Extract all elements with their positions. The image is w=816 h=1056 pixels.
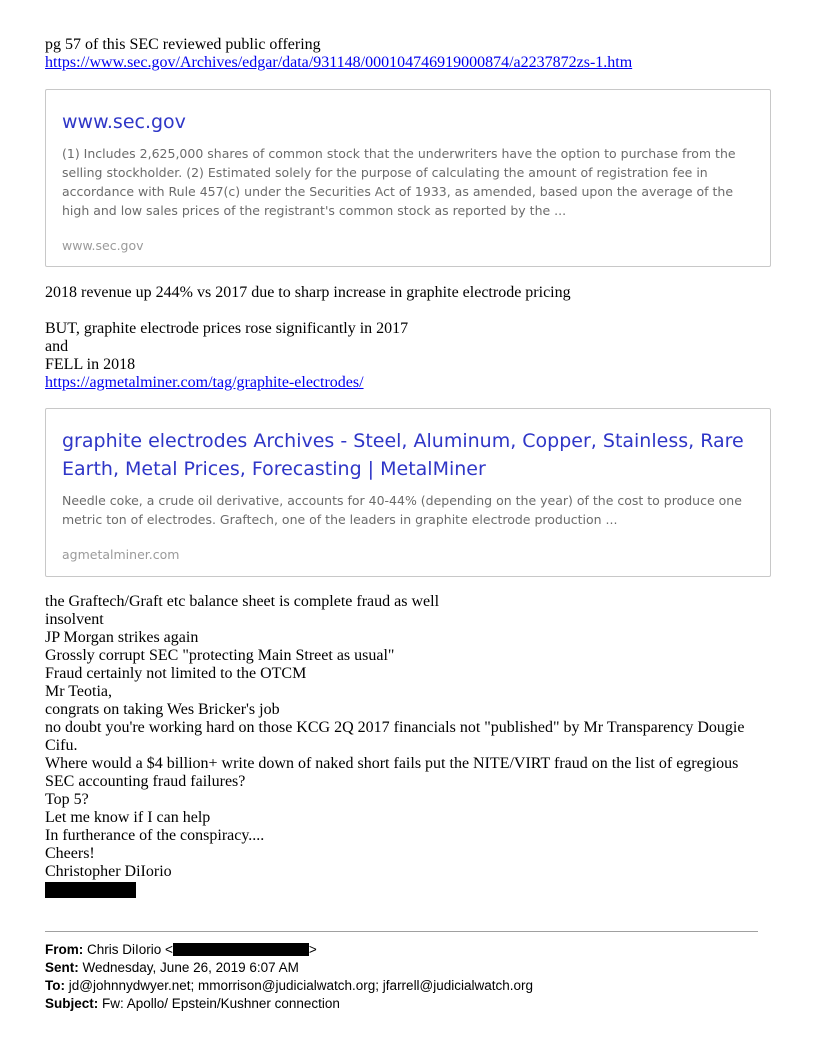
- card-domain: agmetalminer.com: [62, 547, 180, 562]
- header-divider: [45, 931, 758, 932]
- text-line: Where would a $4 billion+ write down of naked short fails put the NITE/VIRT fraud on the list of egregious SEC accounting fraud failures?: [45, 755, 739, 790]
- text-line: congrats on taking Wes Bricker's job: [45, 701, 280, 718]
- text-line: and: [45, 338, 69, 355]
- text-line: JP Morgan strikes again: [45, 629, 199, 646]
- card-title[interactable]: www.sec.gov: [62, 111, 186, 133]
- card-description: (1) Includes 2,625,000 shares of common stock that the underwriters have the option to purchase from the selling stockholder. (2) Estimated solely for the purpose of calculating the amount of registration fee in accordance with Rule 457(c) under the Securities Act of 1933, as amended, based upon the average of the high and low sales prices of the registrant's common stock as reported by the ...: [62, 146, 736, 218]
- metalminer-link[interactable]: https://agmetalminer.com/tag/graphite-electrodes/: [45, 374, 364, 391]
- email-body: [45, 36, 771, 1013]
- from-close: >: [308, 942, 317, 957]
- signature-name: Christopher DiIorio: [45, 863, 172, 880]
- text-line: BUT, graphite electrode prices rose significantly in 2017: [45, 320, 409, 337]
- sec-filing-link[interactable]: https://www.sec.gov/Archives/edgar/data/931148/000104746919000874/a2237872zs-1.htm: [45, 54, 633, 71]
- from-label: From:: [45, 942, 84, 957]
- metalminer-link-preview-card[interactable]: [45, 408, 771, 577]
- sec-link-preview-card[interactable]: [45, 89, 771, 267]
- forwarded-email-header: [45, 941, 771, 1013]
- sent-value: Wednesday, June 26, 2019 6:07 AM: [82, 960, 299, 975]
- card-title[interactable]: graphite electrodes Archives - Steel, Aluminum, Copper, Stainless, Rare Earth, Metal Prices, Forecasting | MetalMiner: [62, 430, 744, 480]
- subject-line: [45, 995, 771, 1013]
- to-value: jd@johnnydwyer.net; mmorrison@judicialwatch.org; jfarrell@judicialwatch.org: [68, 978, 534, 993]
- text-line: insolvent: [45, 611, 104, 628]
- text-line: Mr Teotia,: [45, 683, 113, 700]
- card-domain: www.sec.gov: [62, 238, 144, 253]
- price-lines: [45, 320, 771, 374]
- card-description: Needle coke, a crude oil derivative, accounts for 40-44% (depending on the year) of the cost to produce one metric ton of electrodes. Graftech, one of the leaders in graphite electrode production ...: [62, 493, 742, 527]
- from-line: [45, 941, 771, 959]
- subject-value: Fw: Apollo/ Epstein/Kushner connection: [102, 996, 340, 1011]
- text-line: Cheers!: [45, 845, 95, 862]
- text-line: Grossly corrupt SEC "protecting Main Street as usual": [45, 647, 395, 664]
- to-label: To:: [45, 978, 65, 993]
- text-line: the Graftech/Graft etc balance sheet is complete fraud as well: [45, 593, 440, 610]
- sent-label: Sent:: [45, 960, 79, 975]
- to-line: [45, 977, 771, 995]
- text-line: Top 5?: [45, 791, 89, 808]
- redaction-block: [173, 943, 309, 956]
- intro-text: pg 57 of this SEC reviewed public offering: [45, 36, 321, 53]
- text-line: Let me know if I can help: [45, 809, 211, 826]
- sent-line: [45, 959, 771, 977]
- redaction-block: [45, 882, 136, 898]
- text-line: FELL in 2018: [45, 356, 136, 373]
- text-line: no doubt you're working hard on those KCG 2Q 2017 financials not "published" by Mr Transparency Dougie Cifu.: [45, 719, 745, 754]
- from-value: Chris DiIorio <: [87, 942, 173, 957]
- revenue-text: 2018 revenue up 244% vs 2017 due to sharp increase in graphite electrode pricing: [45, 284, 571, 301]
- subject-label: Subject:: [45, 996, 99, 1011]
- text-line: In furtherance of the conspiracy....: [45, 827, 265, 844]
- text-line: Fraud certainly not limited to the OTCM: [45, 665, 307, 682]
- message-text: [45, 593, 771, 903]
